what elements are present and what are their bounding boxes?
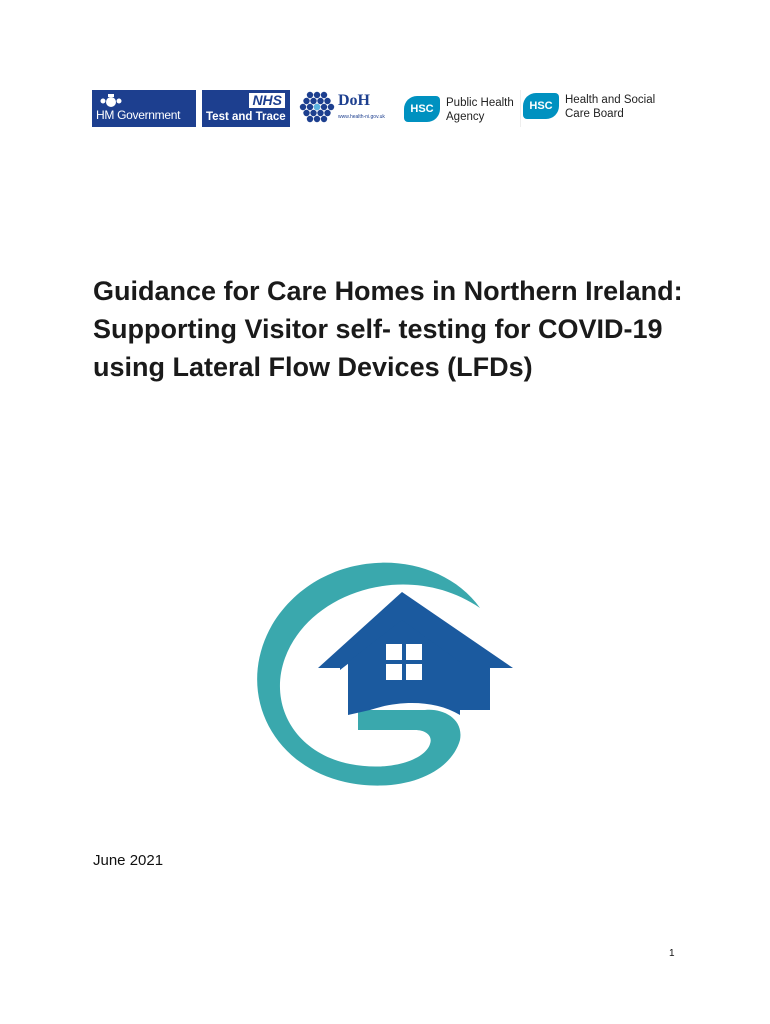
doh-url: www.health-ni.gov.uk: [338, 114, 385, 120]
honeycomb-icon: [298, 90, 336, 127]
hm-government-logo: [92, 90, 196, 127]
hscb-line-2: Care Board: [565, 108, 624, 120]
pha-line-2: Agency: [446, 111, 485, 123]
nhs-test-and-trace-logo: [202, 90, 290, 127]
health-and-social-care-board-logo: [520, 90, 677, 127]
page-number: 1: [669, 948, 675, 959]
nhs-subtitle: Test and Trace: [206, 111, 286, 123]
pha-line-1: Public Health: [446, 97, 514, 109]
nhs-badge: NHS: [249, 93, 285, 108]
doh-name: DoH: [338, 92, 370, 109]
document-title: Guidance for Care Homes in Northern Ireland: Supporting Visitor self- testing for COVID-19 using Lateral Flow Devices (LFDs): [93, 276, 683, 382]
royal-crest-icon: [100, 93, 122, 109]
department-of-health-logo: [298, 90, 398, 127]
pha-name: [446, 96, 514, 124]
house-in-hand-icon: [250, 550, 520, 790]
hm-government-label: HM Government: [96, 108, 181, 122]
hscb-name: [565, 93, 655, 121]
public-health-agency-logo: [404, 90, 519, 127]
hsc-badge: HSC: [523, 93, 559, 119]
publication-date: June 2021: [93, 852, 164, 869]
hscb-line-1: Health and Social: [565, 94, 656, 106]
hsc-badge: HSC: [404, 96, 440, 122]
